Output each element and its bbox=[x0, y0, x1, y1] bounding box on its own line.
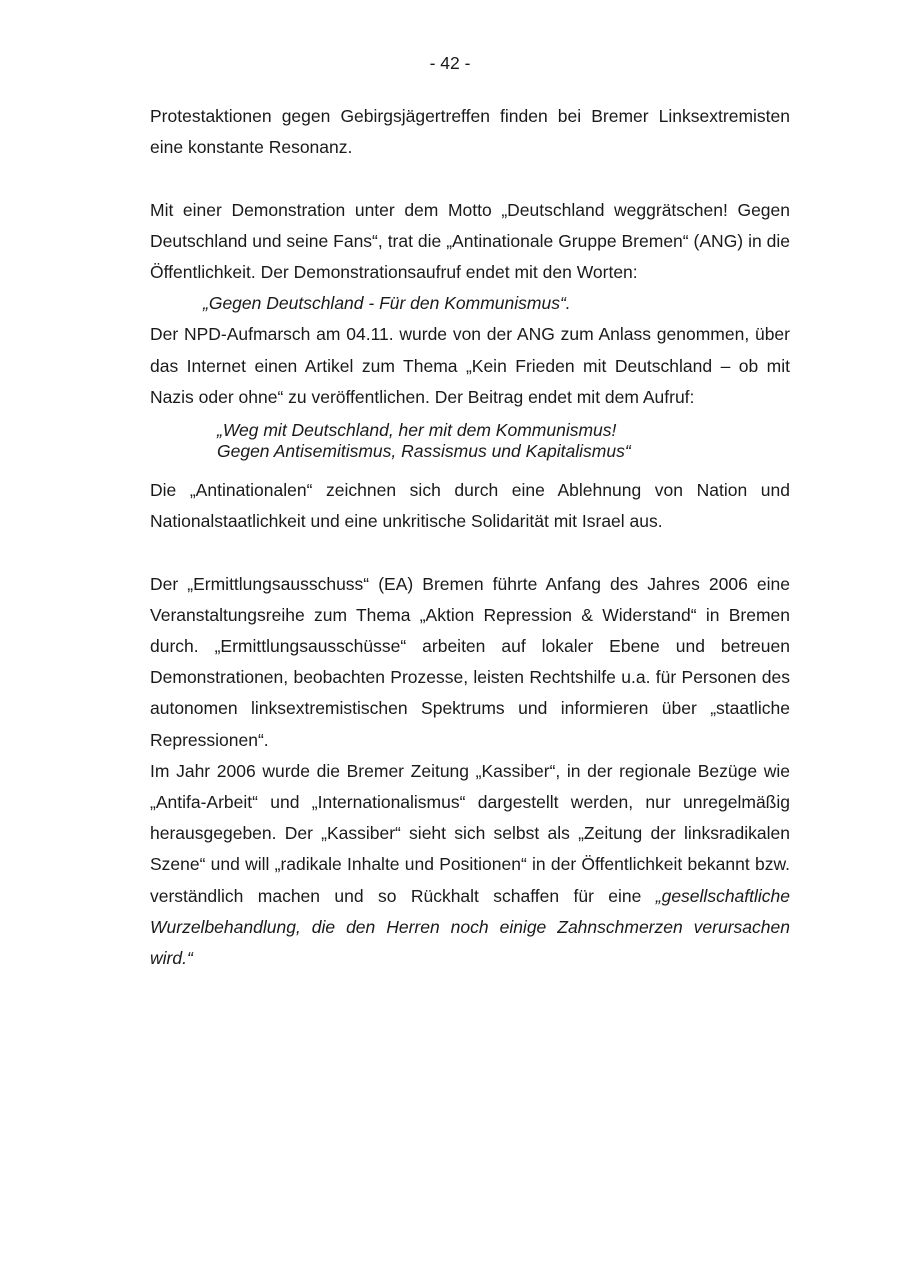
document-body bbox=[150, 101, 790, 974]
paragraph-demonstration: Mit einer Demonstration unter dem Motto „Deutschland weggrätschen! Gegen Deutschland und seine Fans“, trat die „Antinationale Gruppe Bremen“ (ANG) in die Öffentlichkeit. Der Demonstrationsaufruf endet mit den Worten: bbox=[150, 199, 790, 282]
paragraph-kassiber bbox=[150, 756, 790, 974]
quote-demo-call: „Gegen Deutschland - Für den Kommunismus“. bbox=[203, 293, 571, 314]
paragraph-ermittlungsausschuss: Der „Ermittlungsausschuss“ (EA) Bremen führte Anfang des Jahres 2006 eine Veranstaltungsreihe zum Thema „Aktion Repression & Widerstand“ in Bremen durch. „Ermittlungsausschüsse“ arbeiten auf lokaler Ebene und betreuen Demonstrationen, beobachten Prozesse, leisten Rechtshilfe u.a. für Personen des autonomen linksextremistischen Spektrums und informieren über „staatliche Repressionen“. bbox=[150, 573, 790, 750]
quote-article-line-1: „Weg mit Deutschland, her mit dem Kommunismus! bbox=[217, 420, 617, 441]
kassiber-quote: „gesellschaftliche Wurzelbehandlung, die den Herren noch einige Zahnschmerzen verursachen wird.“ bbox=[150, 885, 790, 969]
paragraph-gap bbox=[150, 537, 790, 568]
paragraph-antinationals: Die „Antinationalen“ zeichnen sich durch eine Ablehnung von Nation und Nationalstaatlichkeit und eine unkritische Solidarität mit Israel aus. bbox=[150, 480, 790, 532]
paragraph-protest: Protestaktionen gegen Gebirgsjägertreffen finden bei Bremer Linksextremisten eine konstante Resonanz. bbox=[150, 106, 790, 158]
page-number: - 42 - bbox=[429, 53, 471, 73]
quote-article-line-2: Gegen Antisemitismus, Rassismus und Kapitalismus“ bbox=[217, 441, 631, 462]
quote-article-call bbox=[150, 413, 790, 475]
paragraph-gap bbox=[150, 163, 790, 194]
paragraph-npd-march: Der NPD-Aufmarsch am 04.11. wurde von der ANG zum Anlass genommen, über das Internet einen Artikel zum Thema „Kein Frieden mit Deutschland – ob mit Nazis oder ohne“ zu veröffentlichen. Der Beitrag endet mit dem Aufruf: bbox=[150, 324, 790, 407]
kassiber-text: Im Jahr 2006 wurde die Bremer Zeitung „Kassiber“, in der regionale Bezüge wie „Antifa-Arbeit“ und „Internationalismus“ dargestellt werden, nur unregelmäßig herausgegeben. Der „Kassiber“ sieht sich selbst als „Zeitung der linksradikalen Szene“ und will „radikale Inhalte und Positionen“ in der Öffentlichkeit bekannt bzw. verständlich machen und so Rückhalt schaffen für eine bbox=[150, 760, 790, 906]
